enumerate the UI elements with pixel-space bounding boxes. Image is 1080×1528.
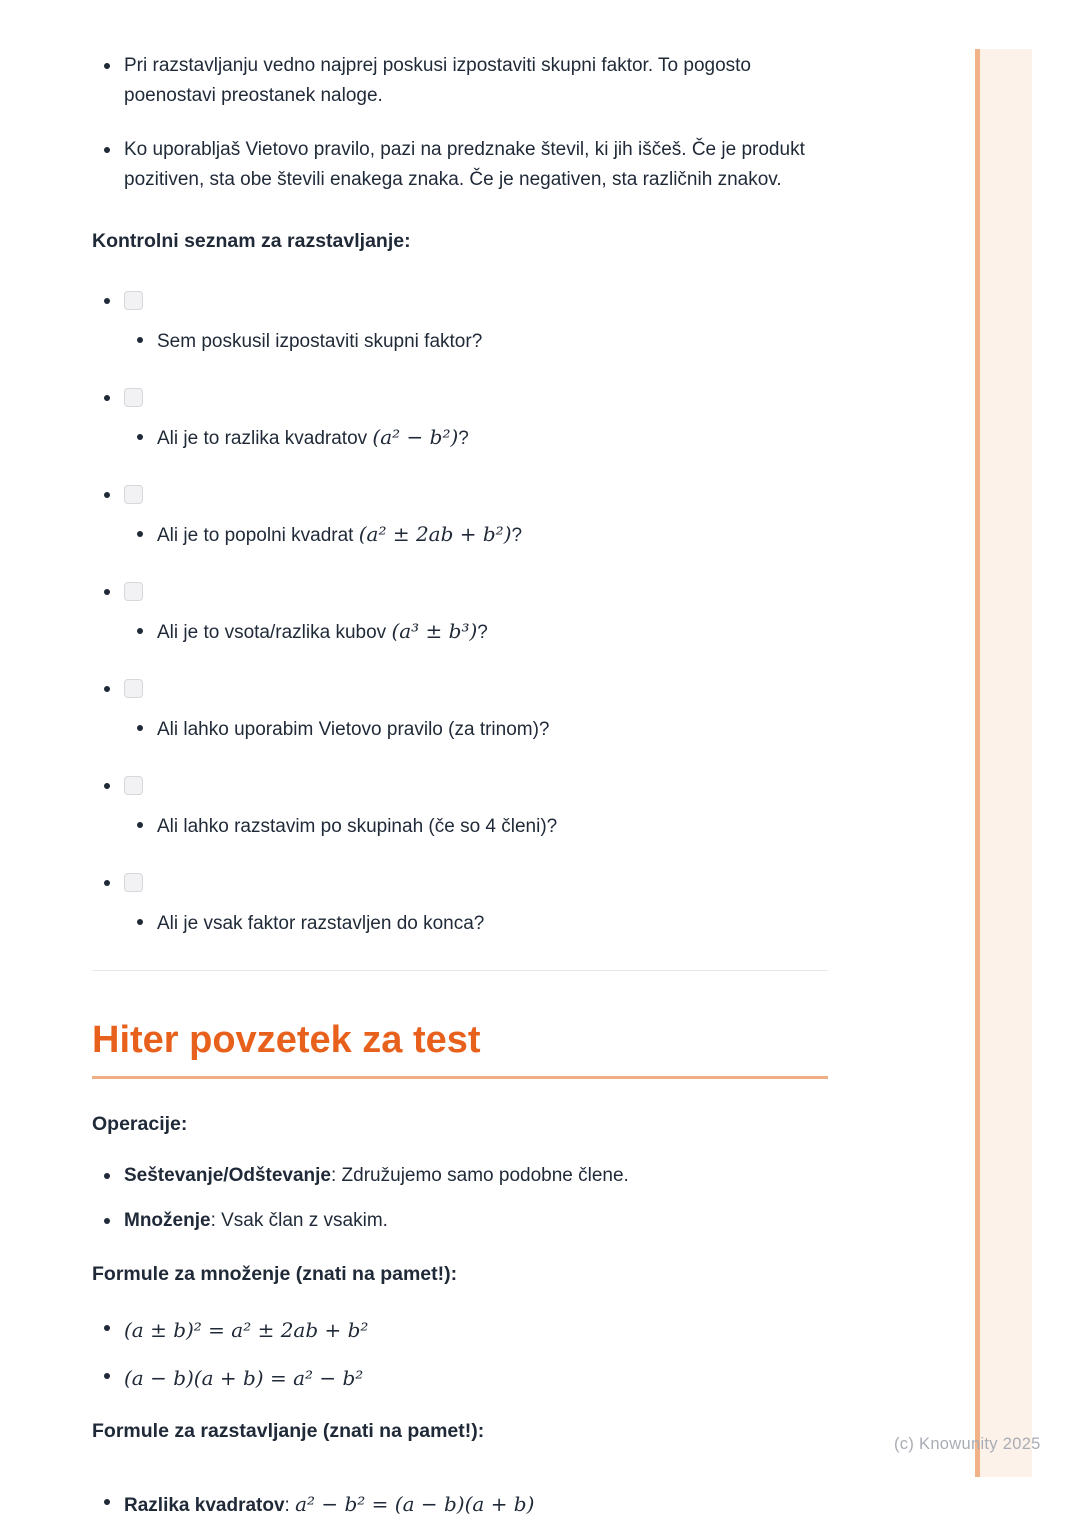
bullet-dot	[137, 531, 143, 537]
checklist-item	[92, 291, 828, 357]
bullet-dot	[137, 919, 143, 925]
checklist-checkbox[interactable]	[124, 582, 143, 601]
bullet-dot	[104, 1325, 110, 1331]
checklist-item	[92, 388, 828, 454]
checklist-question: Ali je to popolni kvadrat (a² ± 2ab + b²)?	[157, 522, 523, 546]
inline-math: a² − b² = (a − b)(a + b)	[295, 1492, 535, 1516]
formula-item	[92, 1313, 828, 1347]
inline-math: (a³ ± b³)	[391, 619, 478, 643]
page-title: Hiter povzetek za test	[92, 1020, 828, 1079]
bullet-dot	[104, 63, 110, 69]
formula-item	[92, 1361, 828, 1395]
operation-text: Množenje: Vsak član z vsakim.	[124, 1210, 388, 1231]
checklist-question: Ali lahko razstavim po skupinah (če so 4 členi)?	[157, 816, 558, 837]
bullet-dot	[104, 1173, 110, 1179]
bullet-dot	[104, 686, 110, 692]
tip-item	[92, 51, 828, 111]
bullet-dot	[104, 395, 110, 401]
tip-item	[92, 135, 828, 195]
checklist-checkbox[interactable]	[124, 679, 143, 698]
bullet-dot	[104, 783, 110, 789]
inline-math: (a² − b²)	[372, 425, 459, 449]
factor-formulas-heading: Formule za razstavljanje (znati na pamet!):	[92, 1420, 485, 1442]
formula-text: Razlika kvadratov: a² − b² = (a − b)(a + b)	[124, 1492, 535, 1516]
checklist-item	[92, 873, 828, 939]
formula-math: (a − b)(a + b) = a² − b²	[124, 1366, 364, 1390]
checklist-heading: Kontrolni seznam za razstavljanje:	[92, 230, 411, 252]
bullet-dot	[104, 1373, 110, 1379]
checklist-question: Ali je to vsota/razlika kubov (a³ ± b³)?	[157, 619, 488, 643]
page-content	[92, 51, 828, 1523]
checklist-item	[92, 776, 828, 842]
operation-text: Seštevanje/Odštevanje: Združujemo samo podobne člene.	[124, 1165, 629, 1186]
highlight-stripe	[975, 49, 1032, 1477]
bullet-dot	[137, 434, 143, 440]
checklist-question: Ali je vsak faktor razstavljen do konca?	[157, 913, 485, 934]
formula-item	[92, 1487, 828, 1523]
bullet-dot	[104, 880, 110, 886]
formula-math: (a ± b)² = a² ± 2ab + b²	[124, 1318, 369, 1342]
bullet-dot	[104, 1499, 110, 1505]
checklist-checkbox[interactable]	[124, 291, 143, 310]
bullet-dot	[137, 337, 143, 343]
operation-item	[92, 1161, 828, 1191]
checklist-item	[92, 485, 828, 551]
operations-heading: Operacije:	[92, 1113, 188, 1135]
checklist-question: Ali je to razlika kvadratov (a² − b²)?	[157, 425, 469, 449]
bullet-dot	[104, 589, 110, 595]
bullet-dot	[137, 725, 143, 731]
checklist-question: Sem poskusil izpostaviti skupni faktor?	[157, 331, 483, 352]
bullet-dot	[104, 492, 110, 498]
checklist-checkbox[interactable]	[124, 873, 143, 892]
checklist-question: Ali lahko uporabim Vietovo pravilo (za trinom)?	[157, 719, 550, 740]
bullet-dot	[104, 147, 110, 153]
section-divider	[92, 970, 828, 971]
bullet-dot	[104, 298, 110, 304]
footer-credit: (c) Knowunity 2025	[894, 1435, 1041, 1453]
tip-text: Pri razstavljanju vedno najprej poskusi izpostaviti skupni faktor. To pogosto poenostavi preostanek naloge.	[124, 55, 751, 106]
bullet-dot	[137, 628, 143, 634]
operation-item	[92, 1206, 828, 1236]
mult-formulas-heading: Formule za množenje (znati na pamet!):	[92, 1263, 458, 1285]
inline-math: (a² ± 2ab + b²)	[358, 522, 512, 546]
checklist-checkbox[interactable]	[124, 776, 143, 795]
checklist-item	[92, 679, 828, 745]
tip-text: Ko uporabljaš Vietovo pravilo, pazi na predznake števil, ki jih iščeš. Če je produkt pozitiven, sta obe števili enakega znaka. Če je negativen, sta različnih znakov.	[124, 139, 805, 190]
checklist-checkbox[interactable]	[124, 388, 143, 407]
checklist-checkbox[interactable]	[124, 485, 143, 504]
bullet-dot	[104, 1218, 110, 1224]
bullet-dot	[137, 822, 143, 828]
checklist-item	[92, 582, 828, 648]
